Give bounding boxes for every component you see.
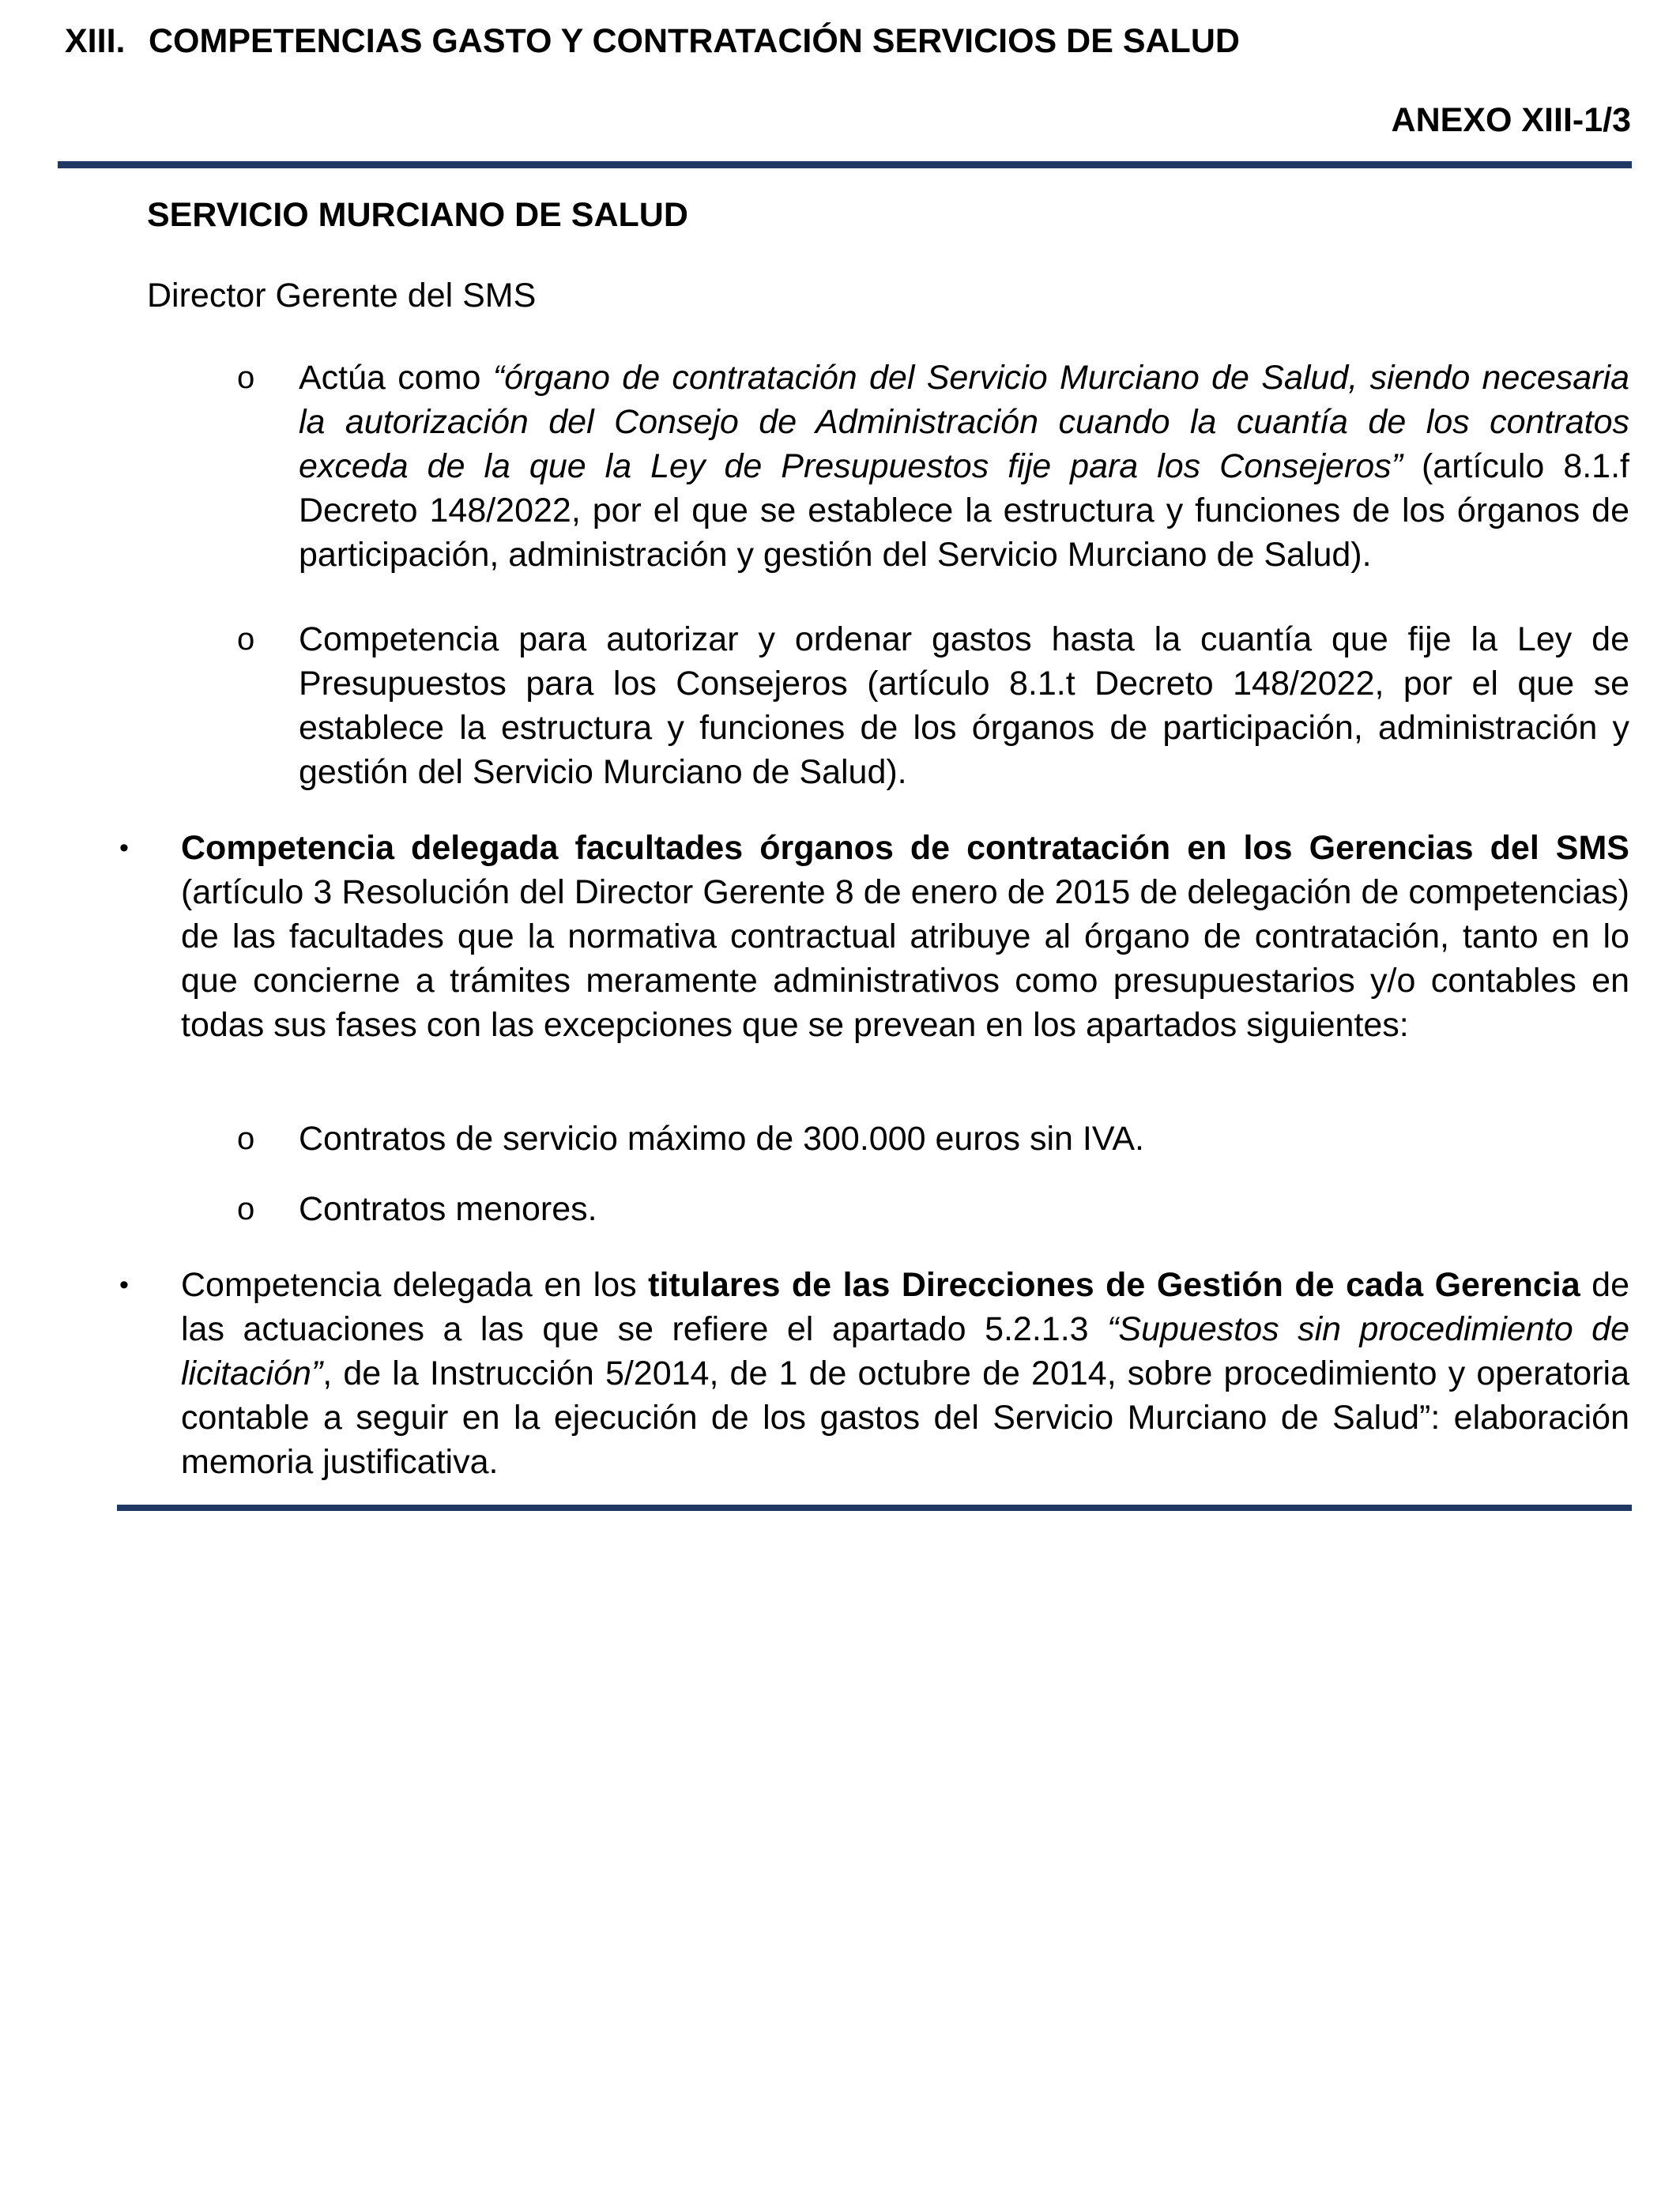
text-run: (artículo 8.1.f Decreto 148/2022, por el que se establece la estructura y funciones de los órganos de participación, administración y gestión del Servicio Murciano de Salud). xyxy=(299,447,1629,574)
text-run: , de la Instrucción 5/2014, de 1 de octubre de 2014, sobre procedimiento y operatoria contable a seguir en la ejecución de los gastos del Servicio Murciano de Salud”: elaboración memoria justificativa. xyxy=(181,1354,1629,1481)
bottom-divider xyxy=(117,1505,1632,1511)
list-item-spending-authorization xyxy=(237,617,1629,794)
section-title: COMPETENCIAS GASTO Y CONTRATACIÓN SERVICIOS DE SALUD xyxy=(149,22,1240,60)
circle-bullet-icon: o xyxy=(237,1121,255,1156)
list-item-delegated-competence xyxy=(119,826,1629,1047)
list-item-contracting-body xyxy=(237,356,1629,577)
list-item-service-contracts xyxy=(237,1117,1629,1161)
text-run: (artículo 3 Resolución del Director Gerente 8 de enero de 2015 de delegación de competencias) de las facultades que la normativa contractual atribuye al órgano de contratación, tanto en lo que concierne a trámites meramente administrativos como presupuestarios y/o contables en todas sus fases con las excepciones que se prevean en los apartados siguientes: xyxy=(181,873,1629,1044)
text-run: de las actuaciones a las que se refiere el apartado 5.2.1.3 xyxy=(181,1266,1630,1348)
paragraph: Contratos de servicio máximo de 300.000 euros sin IVA. xyxy=(299,1120,1144,1158)
bullet-icon: • xyxy=(119,833,129,863)
text-run: Competencia delegada en los xyxy=(181,1266,649,1304)
top-divider xyxy=(58,161,1632,168)
quoted-text: “Supuestos sin procedimiento de licitación” xyxy=(181,1310,1629,1392)
section-number: XIII. xyxy=(65,22,126,60)
circle-bullet-icon: o xyxy=(237,622,255,657)
annex-label: ANEXO XIII-1/3 xyxy=(1391,101,1631,139)
entity-subtitle: Director Gerente del SMS xyxy=(147,277,537,315)
quoted-text: “órgano de contratación del Servicio Murciano de Salud, siendo necesaria la autorización del Consejo de Administración cuando la cuantía de los contratos exceda de la que la Ley de Presupuestos fije para los Consejeros” xyxy=(299,359,1629,485)
bold-text: Competencia delegada facultades órganos de contratación en los Gerencias del SMS xyxy=(181,829,1629,867)
circle-bullet-icon: o xyxy=(237,1192,255,1226)
entity-title: SERVICIO MURCIANO DE SALUD xyxy=(147,196,688,234)
paragraph xyxy=(181,826,1629,1047)
circle-bullet-icon: o xyxy=(237,360,255,395)
paragraph xyxy=(181,1263,1629,1484)
section-heading xyxy=(65,19,1240,63)
paragraph: Contratos menores. xyxy=(299,1190,597,1228)
paragraph: Competencia para autorizar y ordenar gastos hasta la cuantía que fije la Ley de Presupuestos para los Consejeros (artículo 8.1.t Decreto 148/2022, por el que se establece la estructura y funciones de los órganos de participación, administración y gestión del Servicio Murciano de Salud). xyxy=(299,620,1629,791)
list-item-management-directors xyxy=(119,1263,1630,1484)
paragraph xyxy=(299,356,1629,577)
bullet-icon: • xyxy=(119,1270,129,1300)
list-item-minor-contracts xyxy=(237,1187,1629,1231)
text-run: Actúa como xyxy=(299,359,493,397)
bold-text: titulares de las Direcciones de Gestión de cada Gerencia xyxy=(648,1266,1580,1304)
